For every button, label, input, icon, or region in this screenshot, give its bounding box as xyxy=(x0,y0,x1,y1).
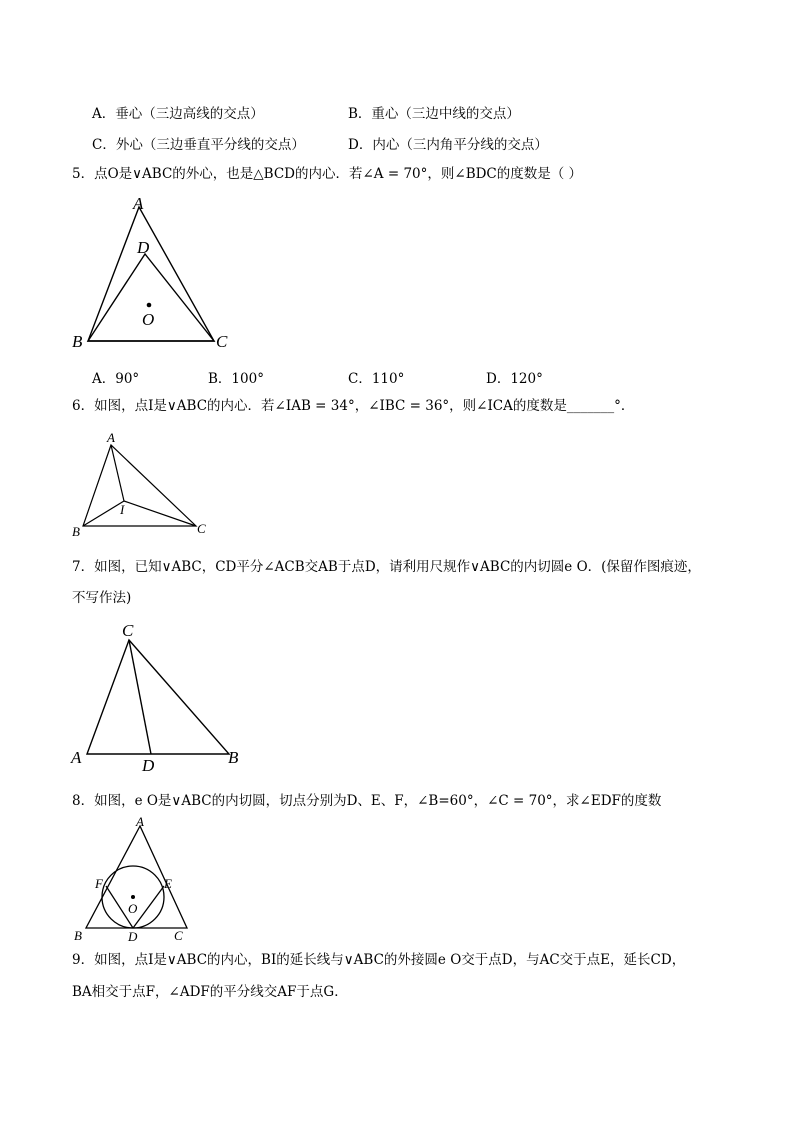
q7-label-d: D xyxy=(142,756,155,775)
q9-stem-line-1: 9．如图，点I是∨ABC的内心，BI的延长线与∨ABC的外接圆e O交于点D，与AC交于点E，延长CD， xyxy=(72,952,686,968)
q8-label-f: F xyxy=(95,876,103,891)
q5-stem: 5．点O是∨ABC的外心，也是△BCD的内心．若∠A = 70°，则∠BDC的度数是（ ） xyxy=(72,166,583,182)
q8-label-o: O xyxy=(128,901,138,916)
q6-label-b: B xyxy=(72,524,80,539)
q5-figure xyxy=(60,192,250,357)
q7-figure xyxy=(62,616,252,778)
q8-label-e: E xyxy=(164,876,172,891)
q6-label-c: C xyxy=(197,521,206,536)
q5-label-o: O xyxy=(142,310,155,329)
q6-segment-bi xyxy=(83,501,124,526)
q7-triangle-abc xyxy=(87,640,229,754)
q7-segment-cd xyxy=(129,640,151,754)
q4-option-b: B．重心（三边中线的交点） xyxy=(348,106,520,122)
q5-option-b: B．100° xyxy=(208,371,264,387)
q8-center-dot xyxy=(131,895,135,899)
q6-segment-ai xyxy=(111,445,124,501)
q7-stem-line-2: 不写作法) xyxy=(72,590,132,606)
q5-option-c: C．110° xyxy=(348,371,405,387)
q7-stem-line-1: 7．如图，已知∨ABC，CD平分∠ACB交AB于点D，请利用尺规作∨ABC的内切圆e O．(保留作图痕迹， xyxy=(72,559,701,575)
q8-stem: 8．如图，e O是∨ABC的内切圆，切点分别为D、E、F，∠B=60°，∠C = 70°，求∠EDF的度数 xyxy=(72,793,662,809)
q6-triangle-abc xyxy=(83,445,196,526)
q5-center-dot xyxy=(147,303,152,308)
q6-label-i: I xyxy=(120,502,125,517)
q9-stem-line-2: BA相交于点F，∠ADF的平分线交AF于点G． xyxy=(72,984,348,1000)
q5-option-a: A．90° xyxy=(92,371,140,387)
q8-segment-de xyxy=(133,886,164,928)
q7-label-b: B xyxy=(228,748,239,767)
q4-option-c: C．外心（三边垂直平分线的交点） xyxy=(92,137,305,153)
q4-option-a: A．垂心（三边高线的交点） xyxy=(92,106,264,122)
q5-option-d: D．120° xyxy=(486,371,543,387)
q5-label-a: A xyxy=(133,194,144,213)
q5-label-c: C xyxy=(216,332,228,351)
q8-label-b: B xyxy=(74,928,82,943)
q6-label-a: A xyxy=(107,430,115,445)
q8-figure xyxy=(66,812,206,947)
q6-segment-ci xyxy=(124,501,196,526)
q6-stem: 6．如图，点I是∨ABC的内心．若∠IAB = 34°，∠IBC = 36°，则∠ICA的度数是_______°． xyxy=(72,398,635,414)
q8-label-a: A xyxy=(136,814,144,829)
q8-label-c: C xyxy=(174,928,183,943)
q5-label-b: B xyxy=(72,332,83,351)
q8-label-d: D xyxy=(128,929,138,944)
q7-label-c: C xyxy=(122,621,134,640)
q4-option-d: D．内心（三内角平分线的交点） xyxy=(348,137,548,153)
q6-figure xyxy=(66,428,216,543)
q5-label-d: D xyxy=(137,238,150,257)
q7-label-a: A xyxy=(71,748,82,767)
